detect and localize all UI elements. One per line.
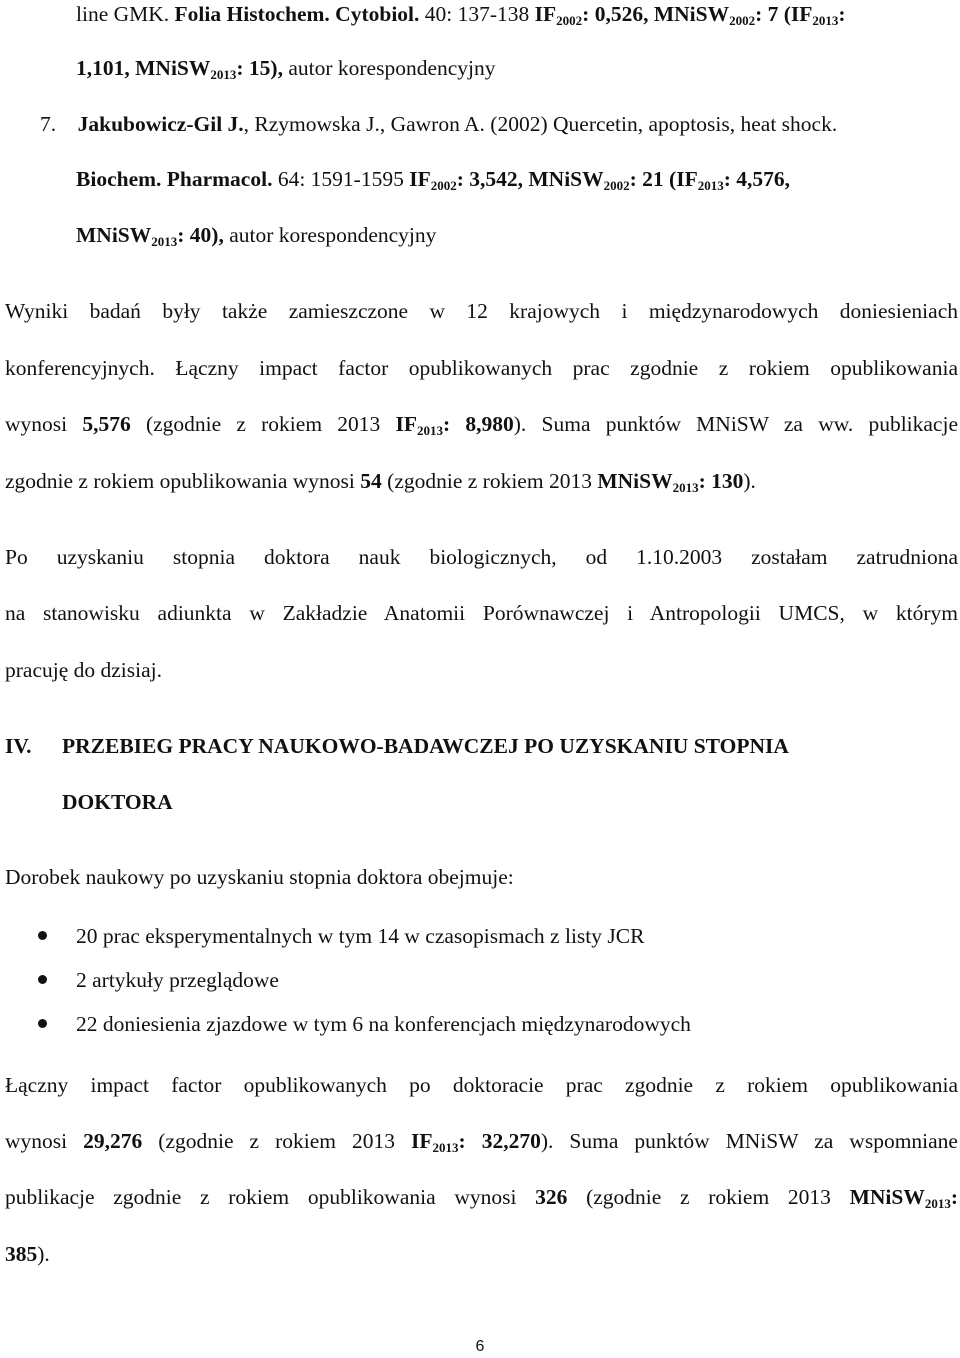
para1-line2: konferencyjnych. Łączny impact factor opublikowanych prac zgodnie z rokiem opublikowania bbox=[5, 356, 958, 380]
section-number: IV. bbox=[5, 734, 32, 758]
list-item: 2 artykuły przeglądowe bbox=[76, 968, 279, 992]
ref7-line2: Biochem. Pharmacol. 64: 1591-1595 $IF_{2002}$: 3,542, MNiSW$_{2002}$: 21 ($IF_{2013}$: 4,576, bbox=[76, 167, 791, 193]
para3-line1: Łączny impact factor opublikowanych po doktoracie prac zgodnie z rokiem opublikowania bbox=[5, 1073, 958, 1097]
para1-line4: zgodnie z rokiem opublikowania wynosi 54 (zgodnie z rokiem 2013 MNiSW$_{2013}$: 130). bbox=[5, 469, 756, 495]
ref7-line1: 7. Jakubowicz-Gil J., Rzymowska J., Gawron A. (2002) Quercetin, apoptosis, heat shock. bbox=[40, 112, 838, 136]
para3-line2: wynosi 29,276 (zgodnie z rokiem 2013 $IF_{2013}$: 32,270). Suma punktów MNiSW za wspomniane bbox=[5, 1129, 958, 1155]
list-item: 20 prac eksperymentalnych w tym 14 w czasopismach z listy JCR bbox=[76, 924, 645, 948]
para1-line1: Wyniki badań były także zamieszczone w 12 krajowych i międzynarodowych doniesieniach bbox=[5, 299, 958, 323]
bullet-dot bbox=[38, 931, 47, 940]
para3-line3: publikacje zgodnie z rokiem opublikowania wynosi 326 (zgodnie z rokiem 2013 MNiSW$_{2013}$: bbox=[5, 1185, 958, 1211]
section-title-line2: DOKTORA bbox=[62, 790, 173, 814]
para1-line3: wynosi 5,576 (zgodnie z rokiem 2013 $IF_{2013}$: 8,980). Suma punktów MNiSW za ww. publikacje bbox=[5, 412, 958, 438]
ref6-line2: 1,101, MNiSW$_{2013}$: 15), autor korespondencyjny bbox=[76, 56, 496, 82]
para3-line4: 385). bbox=[5, 1242, 50, 1266]
bullet-dot bbox=[38, 1019, 47, 1028]
section-title-line1: PRZEBIEG PRACY NAUKOWO-BADAWCZEJ PO UZYSKANIU STOPNIA bbox=[62, 734, 789, 758]
para2-line3: pracuję do dzisiaj. bbox=[5, 658, 163, 682]
page-number: 6 bbox=[475, 1338, 485, 1355]
list-item: 22 doniesienia zjazdowe w tym 6 na konferencjach międzynarodowych bbox=[76, 1012, 691, 1036]
ref6-line1: line GMK. Folia Histochem. Cytobiol. 40: 137-138 $IF_{2002}$: 0,526, MNiSW$_{2002}$: 7 ($IF_{2013}$: bbox=[76, 2, 846, 28]
ref-number: 7. bbox=[40, 112, 57, 136]
ref7-line3: MNiSW$_{2013}$: 40), autor korespondencyjny bbox=[76, 223, 437, 249]
bullet-dot bbox=[38, 975, 47, 984]
para2-line2: na stanowisku adiunkta w Zakładzie Anatomii Porównawczej i Antropologii UMCS, w którym bbox=[5, 601, 958, 625]
para2-line1: Po uzyskaniu stopnia doktora nauk biologicznych, od 1.10.2003 zostałam zatrudniona bbox=[5, 545, 958, 569]
intro-text: Dorobek naukowy po uzyskaniu stopnia doktora obejmuje: bbox=[5, 865, 514, 889]
